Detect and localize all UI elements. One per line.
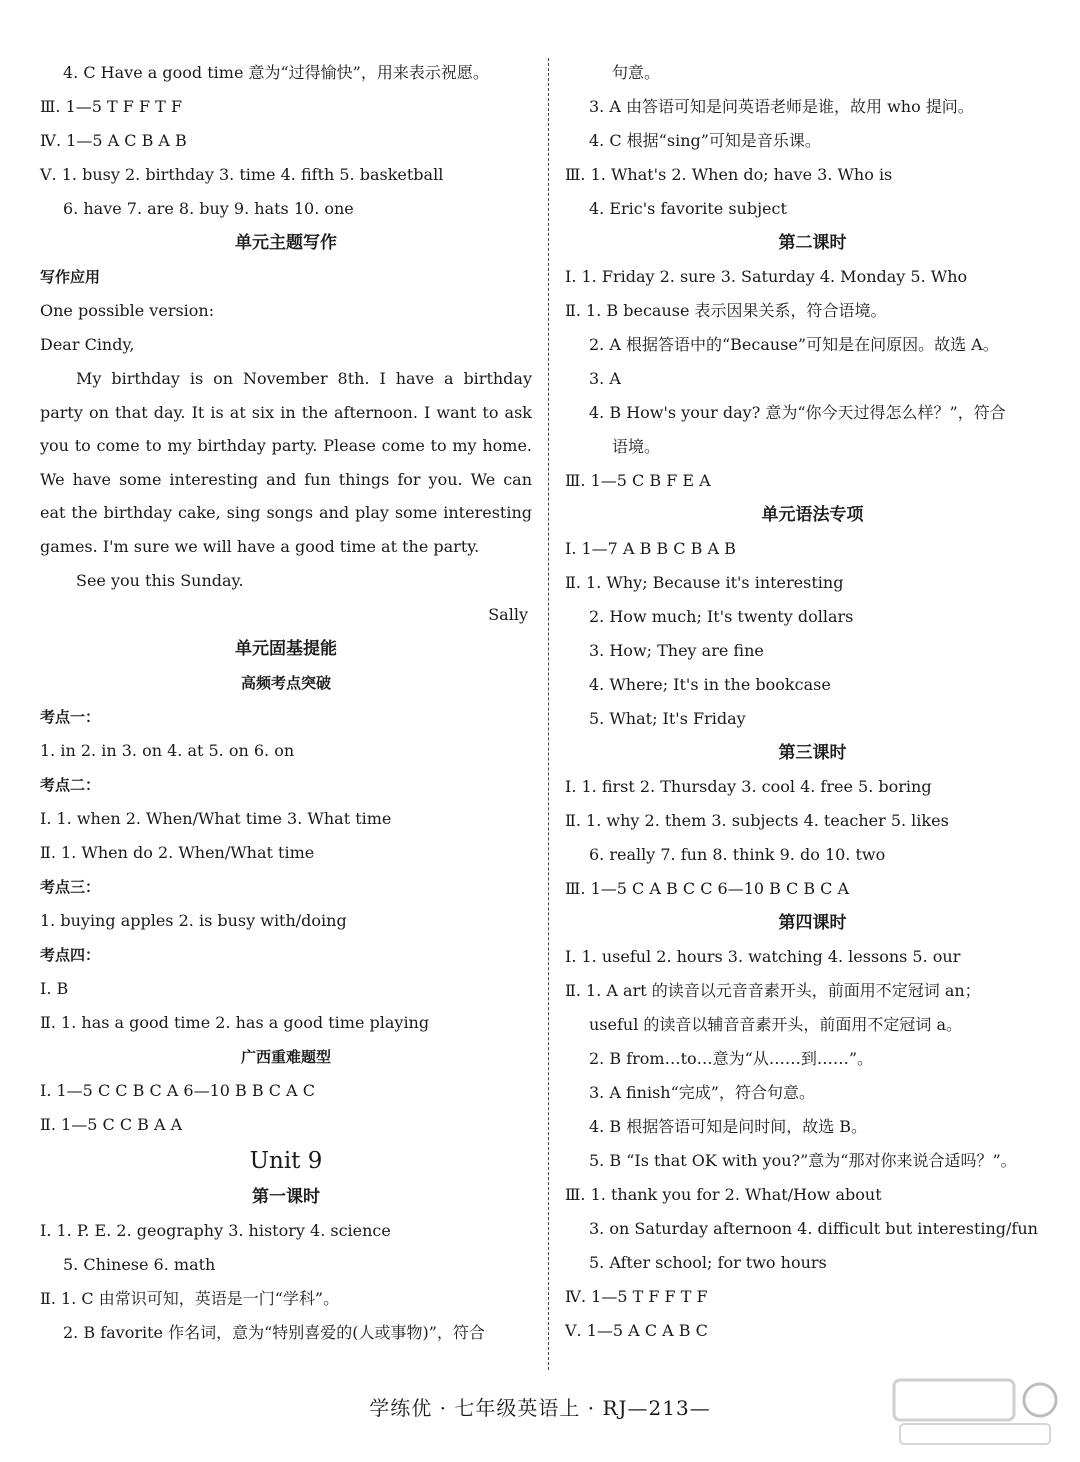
answer-line: 5. What; It's Friday bbox=[589, 709, 746, 728]
answer-line: Ⅲ. 1. What's 2. When do; have 3. Who is bbox=[565, 165, 893, 184]
subsection-heading: 广西重难题型 bbox=[240, 1047, 331, 1066]
answer-line: 6. have 7. are 8. buy 9. hats 10. one bbox=[63, 199, 354, 218]
answer-line: Ⅳ. 1—5 T F F T F bbox=[565, 1287, 708, 1306]
answer-line: 5. After school; for two hours bbox=[589, 1253, 827, 1272]
letter-closing: See you this Sunday. bbox=[76, 570, 244, 590]
answer-line: 3. A bbox=[589, 369, 621, 388]
answer-line: 3. A 由答语可知是问英语老师是谁，故用 who 提问。 bbox=[589, 97, 974, 116]
answer-line: 4. Eric's favorite subject bbox=[589, 199, 787, 218]
answer-line: Ⅳ. 1—5 A C B A B bbox=[40, 131, 187, 150]
answer-line: 4. B 根据答语可知是问时间，故选 B。 bbox=[589, 1117, 868, 1136]
section-heading: 单元语法专项 bbox=[761, 505, 864, 525]
letter-signature: Sally bbox=[488, 604, 528, 624]
answer-line: Ⅴ. 1. busy 2. birthday 3. time 4. fifth 5. basketball bbox=[40, 165, 444, 184]
subsection-heading: 写作应用 bbox=[40, 268, 101, 286]
answer-line: 4. C Have a good time 意为“过得愉快”，用来表示祝愿。 bbox=[63, 63, 489, 82]
answer-line: Ⅱ. 1. When do 2. When/What time bbox=[40, 842, 315, 862]
answer-line: 4. Where; It's in the bookcase bbox=[589, 675, 831, 694]
unit-title: Unit 9 bbox=[249, 1147, 323, 1174]
right-column bbox=[565, 56, 1060, 1348]
answer-line: 3. How; They are fine bbox=[589, 641, 764, 660]
answer-line: Ⅲ. 1—5 C B F E A bbox=[565, 471, 711, 490]
answer-line: Ⅲ. 1. thank you for 2. What/How about bbox=[565, 1185, 882, 1204]
answer-line: Ⅰ. 1. Friday 2. sure 3. Saturday 4. Monday 5. Who bbox=[565, 267, 968, 286]
page-footer: 学练优 · 七年级英语上 · RJ—213— bbox=[369, 1396, 711, 1420]
answer-line: 4. B How's your day? 意为“你今天过得怎么样？”，符合 bbox=[589, 403, 1006, 422]
answer-line: 语境。 bbox=[612, 437, 661, 456]
answer-line: 1. buying apples 2. is busy with/doing bbox=[40, 910, 347, 930]
answer-line: Ⅱ. 1. C 由常识可知，英语是一门“学科”。 bbox=[40, 1288, 340, 1308]
answer-line: One possible version: bbox=[40, 301, 215, 320]
answer-line: 句意。 bbox=[612, 63, 661, 82]
column-divider bbox=[548, 58, 549, 1370]
left-column bbox=[40, 56, 532, 1350]
section-heading: 第二课时 bbox=[778, 233, 847, 253]
answer-line: Ⅱ. 1. why 2. them 3. subjects 4. teacher 5. likes bbox=[565, 811, 949, 830]
answer-line: Ⅲ. 1—5 C A B C C 6—10 B C B C A bbox=[565, 879, 850, 898]
answer-line: Ⅰ. 1. P. E. 2. geography 3. history 4. science bbox=[40, 1220, 391, 1240]
watermark-logo-icon bbox=[892, 1378, 1062, 1448]
letter-body: My birthday is on November 8th. I have a birthday party on that day. It is at six in the afternoon. I want to ask you to come to my birthday party. Please come to my home. We have some interesting and fun things for you. We can eat the birthday cake, sing songs and play some interesting games. I'm sure we will have a good time at the party. bbox=[40, 369, 532, 556]
keypoint-label: 考点三： bbox=[40, 877, 101, 896]
answer-line: 3. A finish“完成”，符合句意。 bbox=[589, 1083, 815, 1102]
answer-line: 5. Chinese 6. math bbox=[63, 1254, 216, 1274]
answer-line: Ⅰ. 1. when 2. When/What time 3. What time bbox=[40, 808, 392, 828]
answer-line: 5. B “Is that OK with you?”意为“那对你来说合适吗？”。 bbox=[589, 1151, 1017, 1170]
answer-line: Ⅲ. 1—5 T F F T F bbox=[40, 97, 183, 116]
answer-line: 2. A 根据答语中的“Because”可知是在问原因。故选 A。 bbox=[589, 335, 999, 354]
answer-line: 1. in 2. in 3. on 4. at 5. on 6. on bbox=[40, 740, 295, 760]
answer-line: 4. C 根据“sing”可知是音乐课。 bbox=[589, 131, 821, 150]
answer-line: 2. How much; It's twenty dollars bbox=[589, 607, 854, 626]
answer-line: Ⅰ. B bbox=[40, 978, 69, 998]
answer-line: 2. B favorite 作名词，意为“特别喜爱的(人或事物)”，符合 bbox=[63, 1322, 485, 1342]
subsection-heading: 高频考点突破 bbox=[240, 673, 331, 692]
section-heading: 单元固基提能 bbox=[235, 638, 337, 659]
section-heading: 第三课时 bbox=[778, 743, 847, 763]
section-heading: 第四课时 bbox=[778, 913, 847, 933]
answer-line: useful 的读音以辅音音素开头，前面用不定冠词 a。 bbox=[589, 1015, 963, 1034]
answer-line: Ⅰ. 1—5 C C B C A 6—10 B B C A C bbox=[40, 1080, 315, 1100]
answer-line: 6. really 7. fun 8. think 9. do 10. two bbox=[589, 845, 886, 864]
keypoint-label: 考点四： bbox=[40, 945, 101, 964]
section-heading: 单元主题写作 bbox=[235, 233, 337, 253]
answer-line: Ⅰ. 1. first 2. Thursday 3. cool 4. free 5. boring bbox=[565, 777, 932, 796]
answer-line: Ⅱ. 1. has a good time 2. has a good time playing bbox=[40, 1012, 430, 1032]
answer-line: Ⅱ. 1. A art 的读音以元音音素开头，前面用不定冠词 an； bbox=[565, 981, 981, 1000]
keypoint-label: 考点一： bbox=[40, 707, 101, 726]
section-heading: 第一课时 bbox=[252, 1186, 320, 1207]
answer-line: Ⅱ. 1. Why; Because it's interesting bbox=[565, 573, 844, 592]
answer-line: Ⅰ. 1. useful 2. hours 3. watching 4. lessons 5. our bbox=[565, 947, 961, 966]
answer-line: Ⅰ. 1—7 A B B C B A B bbox=[565, 539, 736, 558]
answer-line: Ⅱ. 1—5 C C B A A bbox=[40, 1114, 183, 1134]
answer-line: 2. B from…to…意为“从……到……”。 bbox=[589, 1049, 873, 1068]
letter-greeting: Dear Cindy, bbox=[40, 335, 135, 354]
answer-line: Ⅴ. 1—5 A C A B C bbox=[565, 1321, 708, 1340]
answer-line: Ⅱ. 1. B because 表示因果关系，符合语境。 bbox=[565, 301, 887, 320]
answer-line: 3. on Saturday afternoon 4. difficult but interesting/fun bbox=[589, 1219, 1038, 1238]
keypoint-label: 考点二： bbox=[40, 775, 101, 794]
